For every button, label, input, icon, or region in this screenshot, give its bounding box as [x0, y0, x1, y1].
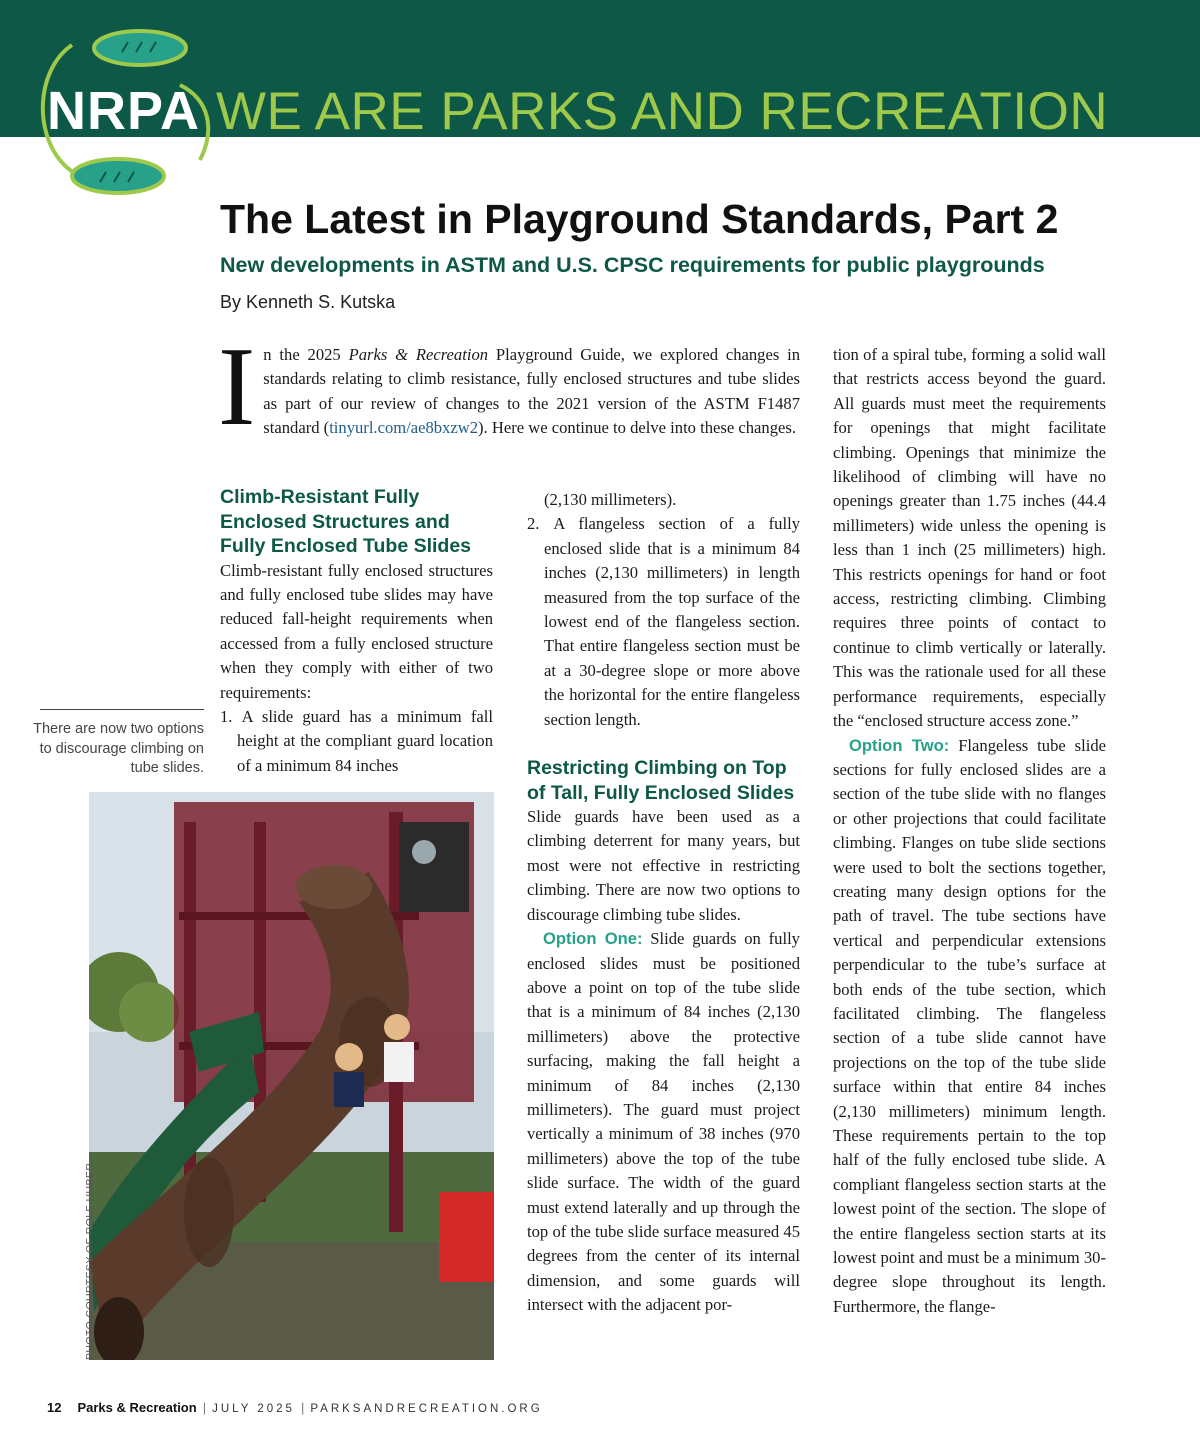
caption-rule [40, 709, 204, 710]
footer-separator-1: | [202, 1400, 207, 1415]
option-two-label: Option Two: [849, 735, 950, 755]
issue-date: JULY 2025 [212, 1403, 295, 1415]
section-heading-restricting-climbing: Restricting Climbing on Top of Tall, Fully Enclosed Slides [527, 757, 795, 804]
magazine-name: Parks & Recreation [77, 1400, 197, 1415]
section2-paragraph: Slide guards have been used as a climbing deterrent for many years, but most were not effective in restricting climbing. There are now two options to discourage climbing tube slides. [527, 807, 800, 924]
photo-caption: There are now two options to discourage climbing on tube slides. [33, 721, 204, 776]
option-two-paragraph [833, 734, 1106, 1320]
list-item-1-continued: (2,130 millimeters). [544, 490, 677, 509]
footer-separator-2: | [300, 1400, 305, 1415]
drop-cap: I [218, 325, 256, 449]
column-2 [527, 488, 800, 1318]
col3-paragraph: tion of a spiral tube, forming a solid wall that restricts access beyond the guard. All guards must meet the requirements for openings that might facilitate climbing. Openings that minimize the likelihood of climbing will have no openings greater than 1.75 inches (44.4 millimeters) wide unless the opening is less than 1 inch (25 millimeters) high. This restricts openings for hand or foot access, restricting climbing. Climbing requires three points of contact to continue to climb vertically or laterally. This was the rationale used for all these performance requirements, especially the “enclosed structure access zone.” [833, 345, 1106, 731]
nrpa-logo-text: NRPA [47, 81, 201, 141]
page-footer [47, 1400, 543, 1415]
option-one-paragraph [527, 927, 800, 1318]
article-byline: By Kenneth S. Kutska [220, 292, 396, 312]
website-link[interactable]: PARKSANDRECREATION.ORG [310, 1403, 543, 1415]
intro-paragraph [218, 325, 801, 449]
option-two-text: Flangeless tube slide sections for fully enclosed slides are a section of the tube slide with no flanges or other projections that could facilitate climbing. Flanges on tube slide sections were used to bolt the sections together, creating many design options for the path of travel. The tube sections have vertical and perpendicular extensions perpendicular to the tube’s surface at both ends of the tube section, which facilitated climbing. The flangeless section of a tube slide cannot have projections on the top of the tube slide surface within that entire 84 inches (2,130 millimeters) minimum length. These requirements pertain to the top half of the fully enclosed tube slide. A compliant flangeless section starts at the lowest point of the section. The slope of the entire flangeless section starts at its lowest point and must be a minimum 30-degree slope throughout its length. Furthermore, the flange- [833, 735, 1106, 1316]
photo-credit: PHOTO COURTESY OF ROLF HUBER [84, 1162, 96, 1360]
option-one-label: Option One: [543, 929, 643, 949]
header-tagline: WE ARE PARKS AND RECREATION [216, 82, 1109, 141]
list-item-2: 2. A flangeless section of a fully enclosed slide that is a minimum 84 inches (2,130 millimeters) in length measured from the top surface of the lowest end of the flangeless section. That entire flangeless section must be at a 30-degree slope or more above the horizontal for the entire flangeless section length. [527, 514, 800, 729]
list-item-1: 1. A slide guard has a minimum fall height at the compliant guard location of a minimum 84 inches [220, 706, 493, 775]
intro-link[interactable]: tinyurl.com/ae8bxzw2 [329, 418, 479, 438]
intro-italic: Parks & Recreation [348, 345, 489, 364]
column-3 [833, 343, 1106, 1319]
option-one-text: Slide guards on fully enclosed slides must be positioned above a point on top of the tube slide that is a minimum of 84 inches (2,130 millimeters) above the protective surfacing, making the fall height a minimum of 84 inches (2,130 millimeters). The guard must project vertically a minimum of 38 inches (970 millimeters) above the top of the tube slide surface. The width of the guard must extend laterally and up through the top of the tube slide surface measured 45 degrees from the center of its internal dimension, and some guards will intersect with the adjacent por- [527, 929, 800, 1315]
intro-text-3: ). Here we continue to delve into these changes. [478, 418, 796, 438]
section-heading-climb-resistant: Climb-Resistant Fully Enclosed Structures and Fully Enclosed Tube Slides [220, 486, 472, 557]
section1-paragraph: Climb-resistant fully enclosed structures and fully enclosed tube slides may have reduced fall-height requirements when accessed from a fully enclosed structure when they comply with either of two requirements: [220, 560, 493, 702]
intro-text-1: n the 2025 [263, 345, 349, 364]
article-subtitle: New developments in ASTM and U.S. CPSC requirements for public playgrounds [220, 253, 1045, 277]
article-title: The Latest in Playground Standards, Part 2 [220, 196, 1059, 242]
intro-text-2: Playground Guide, we explored changes in standards relating to climb resistance, fully enclosed structures and tube slides as part of our review of changes to the 2021 version of the ASTM F1487 standard ( [263, 345, 801, 438]
playground-photo [89, 792, 494, 1360]
column-1 [220, 485, 493, 778]
page-number: 12 [47, 1400, 62, 1415]
top-leaf-icon [94, 31, 186, 65]
